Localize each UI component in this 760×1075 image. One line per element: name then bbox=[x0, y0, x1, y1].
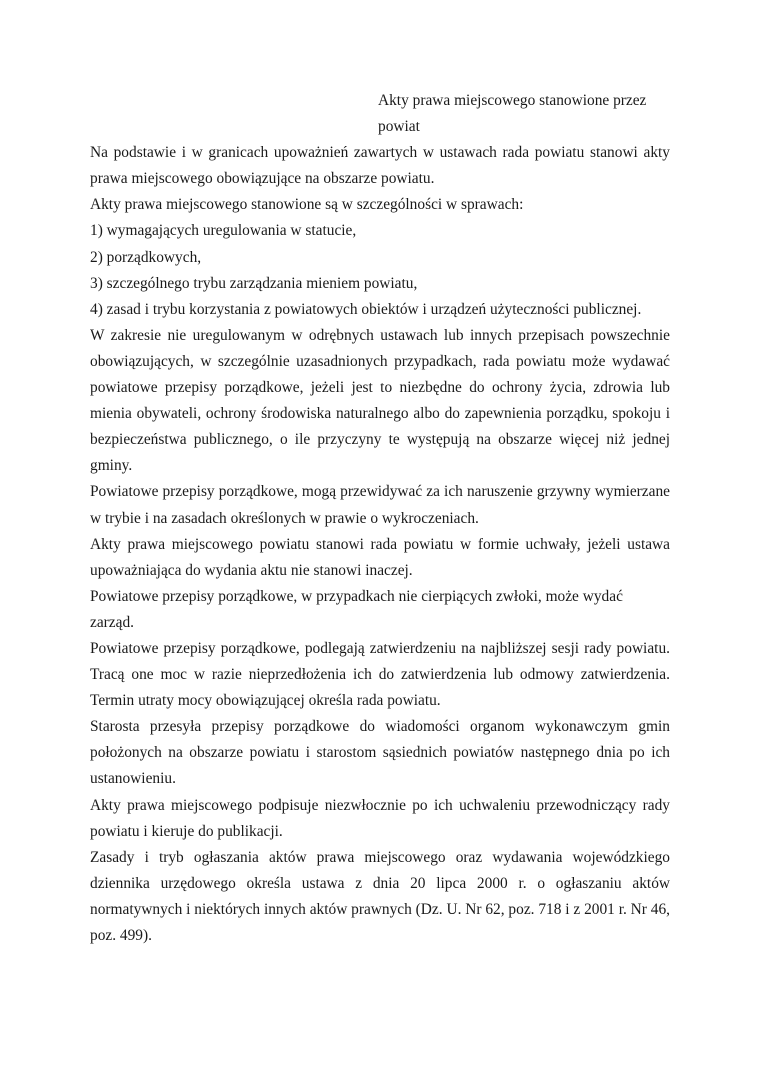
paragraph-starosta: Starosta przesyła przepisy porządkowe do wiadomości organom wykonawczym gmin położonych na obszarze powiatu i starostom sąsiednich powiatów następnego dnia po ich ustanowieniu. bbox=[90, 718, 670, 788]
paragraph-list-lead: Akty prawa miejscowego stanowione są w szczególności w sprawach: bbox=[90, 196, 524, 214]
paragraph-board-issue: Powiatowe przepisy porządkowe, w przypadkach nie cierpiących zwłoki, może wydać zarząd. bbox=[90, 587, 623, 631]
paragraph-intro: Na podstawie i w granicach upoważnień zawartych w ustawach rada powiatu stanowi akty prawa miejscowego obowiązujące na obszarze powiatu. bbox=[90, 144, 670, 188]
list-item-2: 2) porządkowych, bbox=[90, 248, 202, 266]
paragraph-signature: Akty prawa miejscowego podpisuje niezwłocznie po ich uchwaleniu przewodniczący rady powiatu i kieruje do publikacji. bbox=[90, 796, 670, 840]
document-title: Akty prawa miejscowego stanowione przez powiat bbox=[378, 92, 647, 136]
paragraph-fines: Powiatowe przepisy porządkowe, mogą przewidywać za ich naruszenie grzywny wymierzane w trybie i na zasadach określonych w prawie o wykroczeniach. bbox=[90, 483, 670, 527]
paragraph-resolution-form: Akty prawa miejscowego powiatu stanowi rada powiatu w formie uchwały, jeżeli ustawa upoważniająca do wydania aktu nie stanowi inaczej. bbox=[90, 535, 670, 579]
list-item-3: 3) szczególnego trybu zarządzania mieniem powiatu, bbox=[90, 274, 418, 292]
paragraph-approval: Powiatowe przepisy porządkowe, podlegają zatwierdzeniu na najbliższej sesji rady powiatu. Tracą one moc w razie nieprzedłożenia ich do zatwierdzenia lub odmowy zatwierdzenia. Termin utraty mocy obowiązującej określa rada powiatu. bbox=[90, 639, 670, 710]
list-item-1: 1) wymagających uregulowania w statucie, bbox=[90, 222, 357, 240]
paragraph-publication: Zasady i tryb ogłaszania aktów prawa miejscowego oraz wydawania wojewódzkiego dziennika urzędowego określa ustawa z dnia 20 lipca 2000 r. o ogłaszaniu aktów normatywnych i niektórych innych aktów prawnych (Dz. U. Nr 62, poz. 718 i z 2001 r. Nr 46, poz. 499). bbox=[90, 848, 671, 944]
list-item-4: 4) zasad i trybu korzystania z powiatowych obiektów i urządzeń użyteczności publicznej. bbox=[90, 300, 642, 318]
document-body bbox=[90, 88, 670, 949]
paragraph-order-regulations: W zakresie nie uregulowanym w odrębnych ustawach lub innych przepisach powszechnie obowiązujących, w szczególnie uzasadnionych przypadkach, rada powiatu może wydawać powiatowe przepisy porządkowe, jeżeli jest to niezbędne do ochrony życia, zdrowia lub mienia obywateli, ochrony środowiska naturalnego albo do zapewnienia porządku, spokoju i bezpieczeństwa publicznego, o ile przyczyny te występują na obszarze więcej niż jednej gminy. bbox=[90, 326, 670, 475]
